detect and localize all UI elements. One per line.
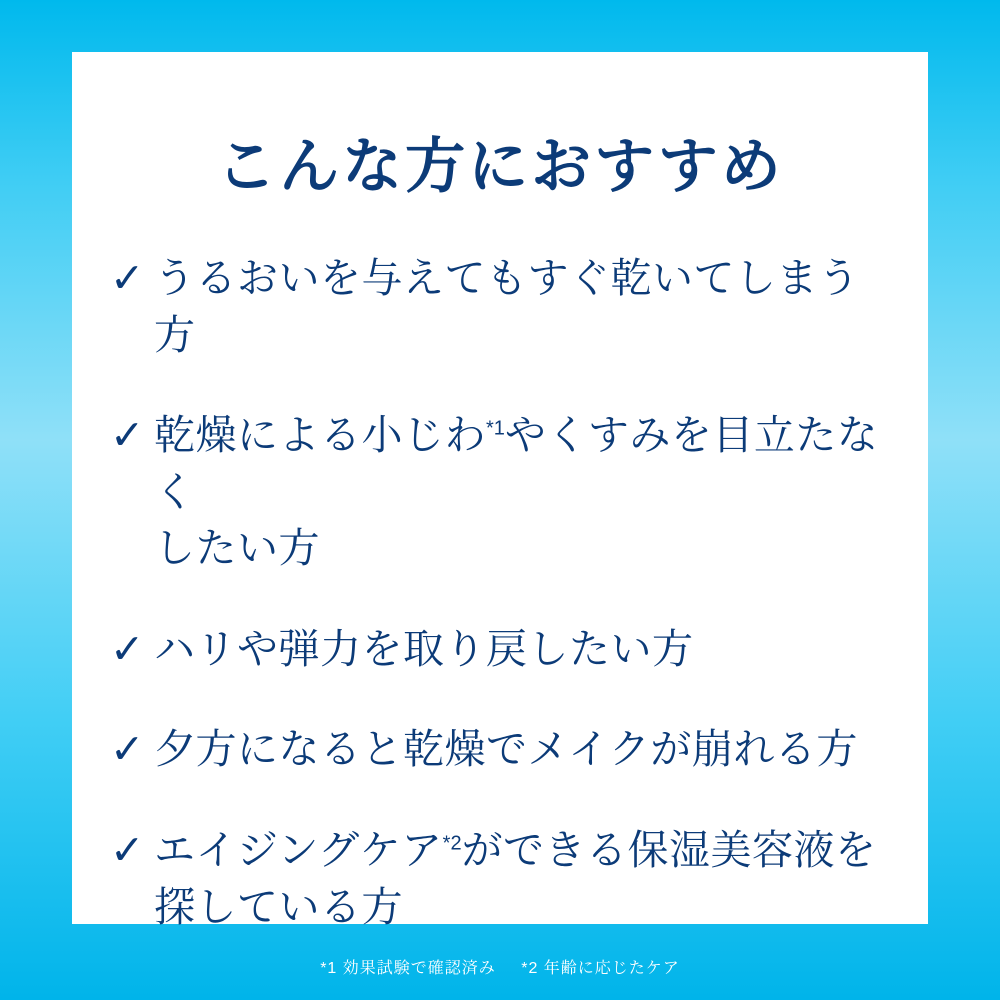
list-item	[110, 250, 900, 363]
page-title: こんな方におすすめ	[216, 133, 784, 200]
list-item-line1-pre: 乾燥による小じわ	[154, 412, 486, 459]
footnote-2: *2 年齢に応じたケア	[521, 960, 680, 977]
footnote-marker: *1	[486, 417, 505, 440]
list-item-line1-pre: うるおいを与えてもすぐ乾いてしまう方	[154, 255, 860, 358]
footnote-1: *1 効果試験で確認済み	[320, 960, 496, 977]
check-icon: ✓	[110, 412, 145, 459]
list-item	[110, 822, 900, 935]
list-item-line1-pre: エイジングケア	[154, 827, 443, 874]
content-card	[72, 52, 928, 930]
list-item-text	[154, 250, 900, 363]
list-item	[110, 621, 900, 678]
list-item-text	[154, 407, 900, 577]
recommendation-list	[110, 250, 900, 979]
list-item-line1-pre: 夕方になると乾燥でメイクが崩れる方	[154, 726, 858, 773]
list-item-line1-post: ができる保湿美容液を	[461, 827, 877, 874]
list-item-line1-pre: ハリや弾力を取り戻したい方	[154, 625, 694, 672]
check-icon: ✓	[110, 726, 145, 773]
list-item-line1-post: やくすみを目立たなく	[154, 412, 879, 515]
list-item-text	[154, 621, 900, 678]
footnote-bar	[0, 955, 1000, 978]
check-icon: ✓	[110, 625, 145, 672]
list-item-text	[154, 721, 900, 778]
list-item	[110, 407, 900, 577]
footnote-marker: *2	[442, 832, 462, 855]
list-item-line2: 探している方	[154, 883, 403, 930]
check-icon: ✓	[110, 255, 145, 301]
list-item	[110, 721, 900, 778]
list-item-line2: したい方	[154, 525, 320, 572]
check-icon: ✓	[110, 827, 145, 874]
list-item-text	[154, 822, 900, 935]
